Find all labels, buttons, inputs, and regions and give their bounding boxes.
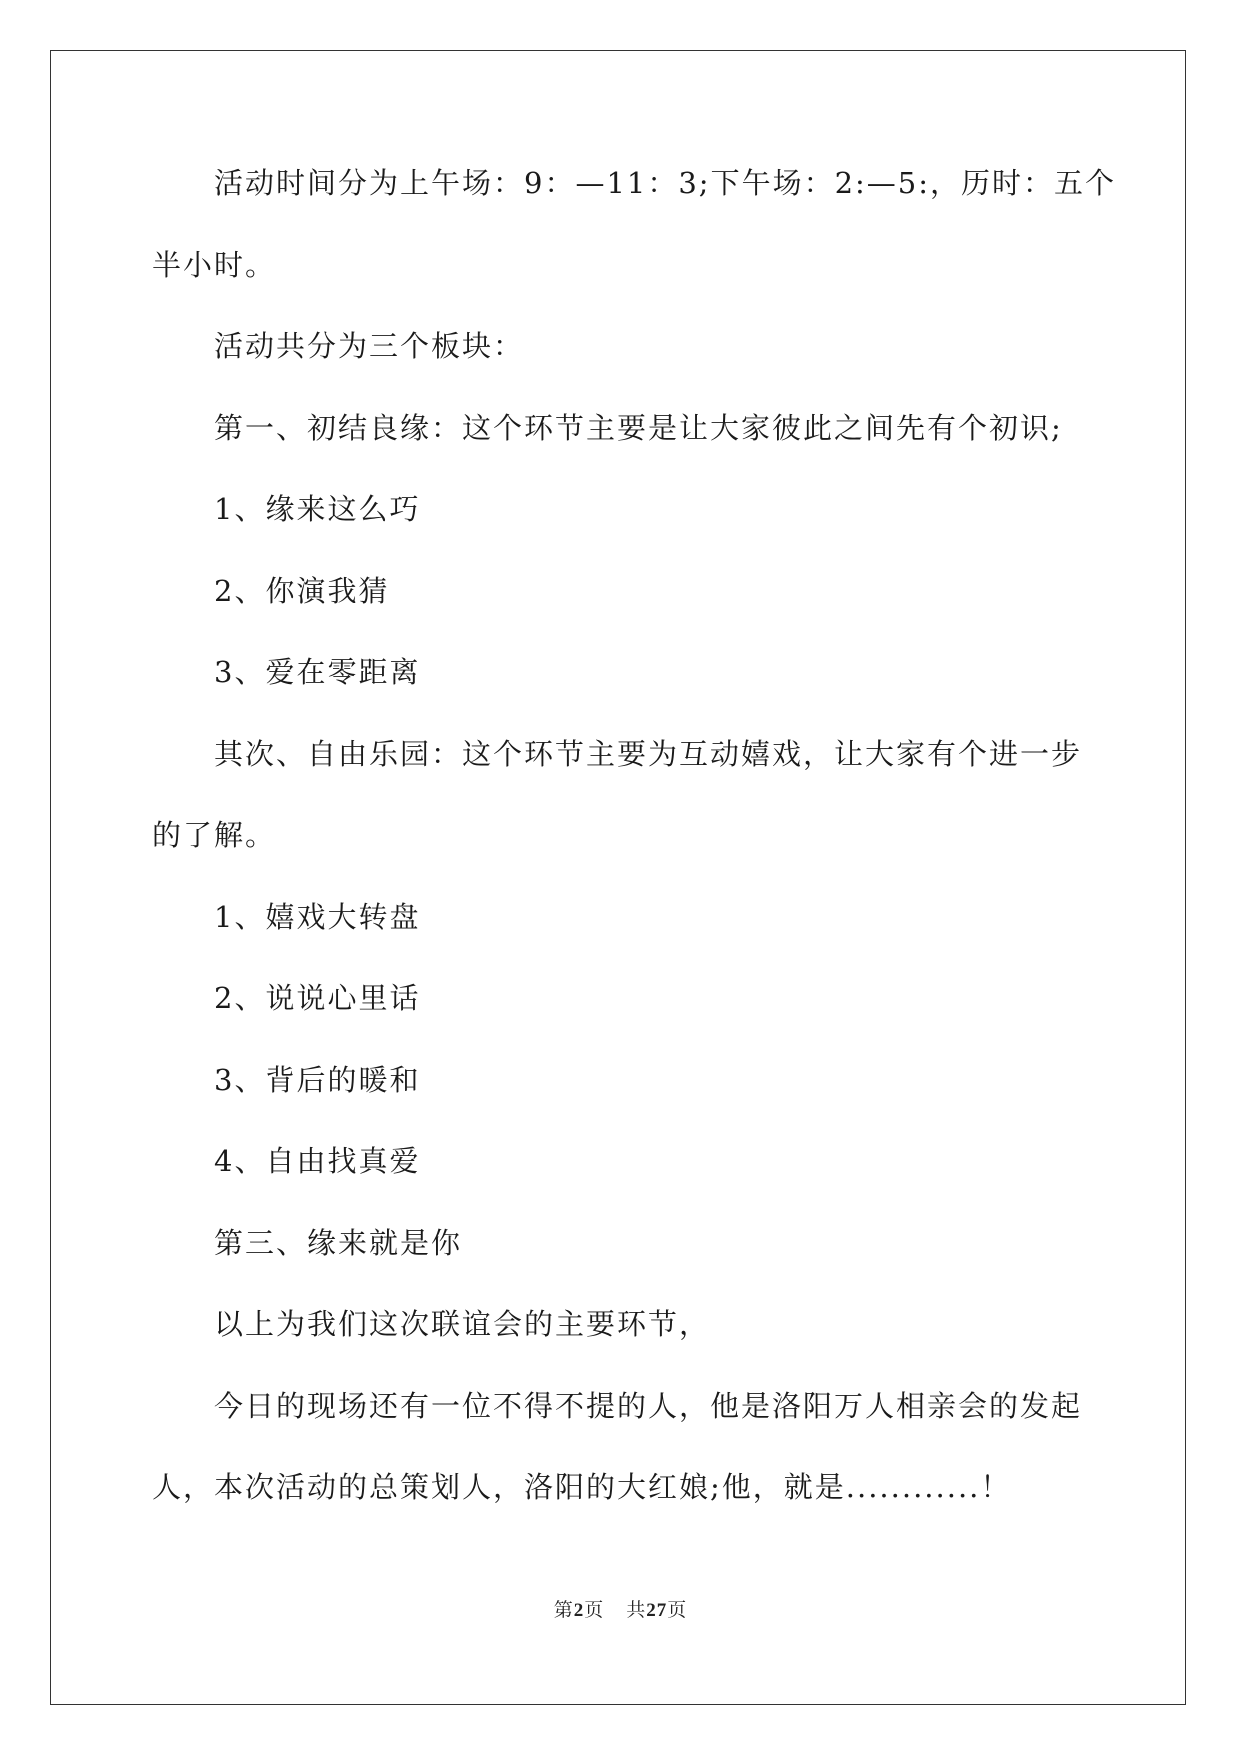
list-item: 1、嬉戏大转盘 (214, 899, 421, 934)
list-item: 2、说说心里话 (214, 981, 421, 1015)
document-body (152, 163, 1117, 1549)
total-prefix: 共 (626, 1600, 647, 1621)
page-number: 2 (573, 1600, 585, 1621)
paragraph-line: 其次、自由乐园：这个环节主要为互动嬉戏，让大家有个进一步 (214, 736, 1083, 771)
page-suffix: 页 (584, 1600, 605, 1621)
total-pages: 27 (646, 1600, 668, 1621)
list-item: 3、爱在零距离 (214, 655, 421, 689)
paragraph-line: 以上为我们这次联谊会的主要环节， (214, 1307, 711, 1341)
paragraph-line: 第一、初结良缘：这个环节主要是让大家彼此之间先有个初识; (214, 410, 1063, 445)
list-item: 2、你演我猜 (214, 573, 390, 608)
list-item: 4、自由找真爱 (214, 1144, 421, 1178)
paragraph-line: 第三、缘来就是你 (214, 1225, 463, 1260)
paragraph-line: 人，本次活动的总策划人，洛阳的大红娘;他，就是............！ (152, 1470, 1012, 1504)
total-suffix: 页 (667, 1600, 688, 1621)
paragraph-line: 今日的现场还有一位不得不提的人，他是洛阳万人相亲会的发起 (214, 1388, 1083, 1423)
paragraph-line: 半小时。 (152, 247, 277, 282)
paragraph-line: 的了解。 (152, 818, 277, 852)
page-prefix: 第 (553, 1600, 574, 1621)
list-item: 3、背后的暖和 (214, 1062, 421, 1097)
paragraph-line: 活动共分为三个板块： (214, 329, 525, 363)
paragraph-line: 活动时间分为上午场：9：—11：3;下午场：2:—5:，历时：五个 (214, 166, 1117, 200)
list-item: 1、缘来这么巧 (214, 492, 421, 526)
page-footer (0, 1595, 1241, 1622)
